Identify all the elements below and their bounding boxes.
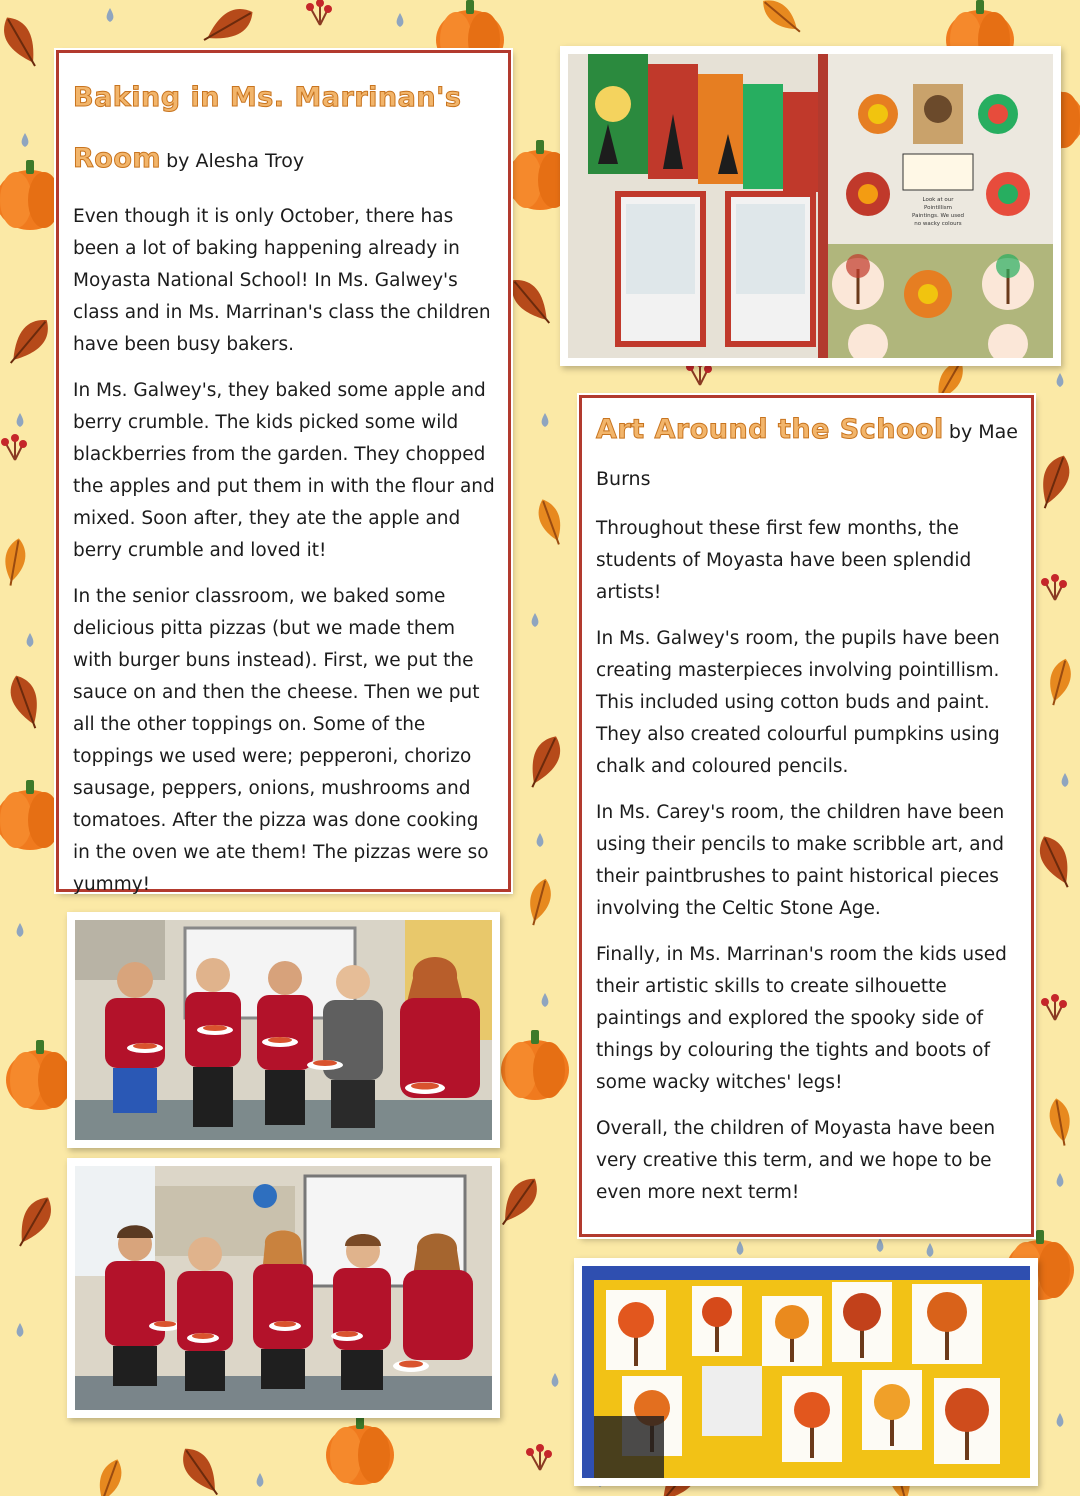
art-article-card — [579, 395, 1034, 1237]
pizza-pupils-photo-2 — [67, 1158, 500, 1418]
art-paragraph-5: Overall, the children of Moyasta have been very creative this term, and we hope to be even more next term! — [596, 1118, 996, 1203]
art-paragraph-3: In Ms. Carey's room, the children have been using their pencils to make scribble art, and their paintbrushes to paint historical pieces involving the Celtic Stone Age. — [596, 802, 1005, 919]
poster-caption-line-2: Pointillism — [924, 205, 952, 211]
art-article-byline-a: by Mae — [948, 421, 1018, 443]
baking-article-card — [56, 50, 511, 895]
art-display-photo — [560, 46, 1061, 366]
poster-caption-line-4: no wacky colours — [914, 221, 962, 227]
autumn-tree-art-photo — [574, 1258, 1038, 1486]
art-paragraph-4: Finally, in Ms. Marrinan's room the kids used their artistic skills to create silhouette paintings and explored the spooky side of things by colouring the tights and boots of some wacky witches' legs! — [596, 944, 1007, 1093]
art-paragraph-2: In Ms. Galwey's room, the pupils have been creating masterpieces involving pointillism. This included using cotton buds and paint. They also created colourful pumpkins using chalk and coloured pencils. — [596, 628, 1000, 777]
baking-paragraph-3: In the senior classroom, we baked some delicious pitta pizzas (but we made them with burger buns instead). First, we put the sauce on and then the cheese. Then we put all the other toppings on. Some of the toppings we used were; pepperoni, chorizo sausage, peppers, onions, mushrooms and tomatoes. After the pizza was done cooking in the oven we ate them! The pizzas were so yummy! — [73, 586, 489, 895]
poster-caption-line-3: Paintings. We used — [912, 213, 964, 219]
baking-article-title-line1: Baking in Ms. Marrinan's — [73, 82, 462, 113]
art-paragraph-1: Throughout these first few months, the students of Moyasta have been splendid artists! — [596, 518, 972, 603]
baking-article-byline: by Alesha Troy — [166, 150, 305, 172]
baking-article-title-line2: Room — [73, 143, 162, 174]
poster-caption-line-1: Look at our — [922, 197, 954, 203]
art-article-heading — [596, 412, 1019, 497]
baking-paragraph-1: Even though it is only October, there has been a lot of baking happening already in Moyasta National School! In Ms. Galwey's class and in Ms. Marrinan's class the children have been busy bakers. — [73, 206, 491, 355]
baking-article-heading — [73, 69, 496, 191]
pizza-pupils-photo-1 — [67, 912, 500, 1148]
art-article-byline-b: Burns — [596, 468, 651, 490]
art-article-title: Art Around the School — [596, 414, 944, 445]
baking-paragraph-2: In Ms. Galwey's, they baked some apple and berry crumble. The kids picked some wild blackberries from the garden. They chopped the apples and put them in with the flour and mixed. Soon after, they ate the apple and berry crumble and loved it! — [73, 380, 495, 561]
